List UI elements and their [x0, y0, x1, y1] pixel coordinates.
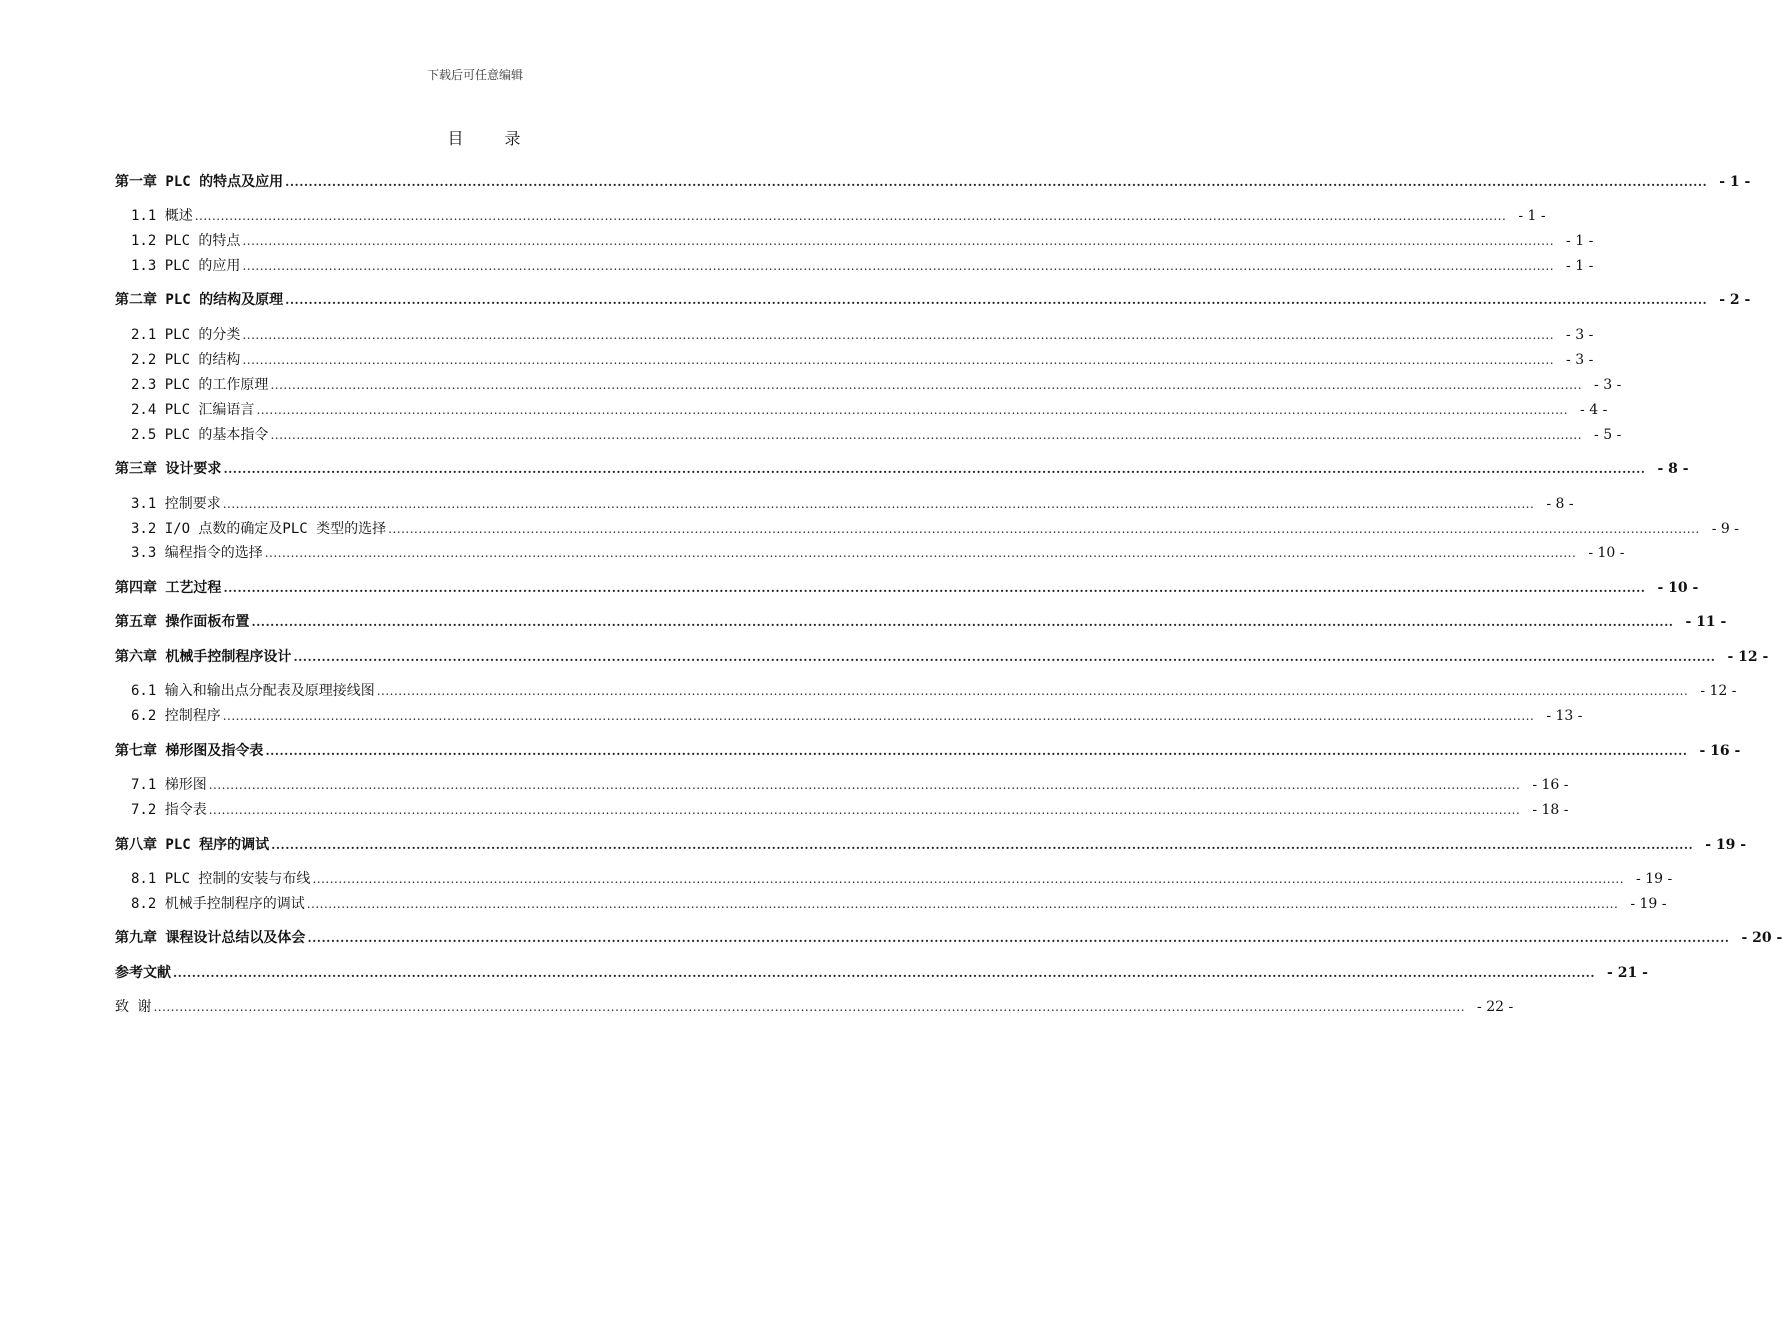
toc-entry-label: 8.2 机械手控制程序的调试 [131, 896, 305, 912]
toc-entry-page: - 19 - [1630, 896, 1667, 912]
toc-entry-page: - 20 - [1741, 930, 1782, 946]
toc-entry-page: - 1 - [1566, 258, 1594, 274]
toc-entry-leader: ................................................................................................................................................................................................................................................................................................................ [242, 259, 1555, 273]
toc-entry-page: - 8 - [1657, 461, 1689, 477]
toc-entry-label: 3.3 编程指令的选择 [131, 545, 263, 561]
toc-entry-leader: ................................................................................................................................................................................................................................................................................................................ [223, 581, 1646, 595]
toc-entry[interactable] [115, 205, 1546, 225]
toc-entry[interactable] [115, 171, 1751, 191]
toc-entry-page: - 2 - [1719, 292, 1751, 308]
toc-entry-page: - 9 - [1711, 521, 1740, 537]
toc-entry-label: 8.1 PLC 控制的安装与布线 [131, 871, 311, 887]
toc-entry-label: 2.3 PLC 的工作原理 [131, 377, 269, 393]
toc-entry-label: 6.1 输入和输出点分配表及原理接线图 [131, 683, 375, 699]
toc-entry-page: - 16 - [1699, 743, 1741, 759]
toc-entry-label: 第三章 设计要求 [115, 461, 222, 477]
toc-entry-page: - 10 - [1588, 545, 1625, 561]
toc-entry-page: - 16 - [1532, 777, 1569, 793]
toc-entry[interactable] [115, 399, 1608, 419]
toc-entry-leader: ................................................................................................................................................................................................................................................................................................................ [222, 497, 1535, 511]
toc-entry-label: 第二章 PLC 的结构及原理 [115, 292, 284, 308]
toc-entry[interactable] [115, 289, 1751, 309]
toc-entry-page: - 3 - [1566, 352, 1594, 368]
toc-entry-label: 1.3 PLC 的应用 [131, 258, 241, 274]
toc-entry-label: 1.2 PLC 的特点 [131, 233, 241, 249]
toc-entry-label: 7.1 梯形图 [131, 777, 207, 793]
toc-entry-label: 1.1 概述 [131, 208, 193, 224]
toc-entry-page: - 19 - [1636, 871, 1673, 887]
toc-entry-leader: ................................................................................................................................................................................................................................................................................................................ [242, 353, 1555, 367]
toc-entry-leader: ................................................................................................................................................................................................................................................................................................................ [222, 709, 1535, 723]
toc-entry-leader: ................................................................................................................................................................................................................................................................................................................ [271, 838, 1694, 852]
toc-entry-leader: ................................................................................................................................................................................................................................................................................................................ [173, 966, 1596, 980]
toc-entry-label: 2.1 PLC 的分类 [131, 327, 241, 343]
toc-entry[interactable] [115, 774, 1569, 794]
toc-entry[interactable] [115, 996, 1514, 1016]
toc-entry[interactable] [115, 680, 1737, 700]
toc-entry-page: - 4 - [1580, 402, 1608, 418]
toc-entry-label: 2.2 PLC 的结构 [131, 352, 241, 368]
toc-entry-page: - 18 - [1532, 802, 1569, 818]
toc-entry[interactable] [115, 458, 1689, 478]
toc-entry-leader: ................................................................................................................................................................................................................................................................................................................ [242, 234, 1555, 248]
toc-entry-label: 参考文献 [115, 965, 171, 981]
toc-entry-page: - 11 - [1685, 614, 1727, 630]
toc-entry[interactable] [115, 834, 1747, 854]
toc-entry-page: - 8 - [1546, 496, 1574, 512]
toc-entry[interactable] [115, 324, 1594, 344]
toc-entry-page: - 22 - [1477, 999, 1514, 1015]
toc-title: 目 录 [447, 129, 539, 148]
toc-entry[interactable] [115, 230, 1594, 250]
toc-entry[interactable] [115, 424, 1622, 444]
toc-entry[interactable] [115, 868, 1673, 888]
toc-entry-leader: ................................................................................................................................................................................................................................................................................................................ [270, 428, 1583, 442]
toc-entry-page: - 19 - [1705, 837, 1747, 853]
toc-entry-label: 第六章 机械手控制程序设计 [115, 649, 292, 665]
toc-entry-leader: ................................................................................................................................................................................................................................................................................................................ [293, 650, 1716, 664]
toc-entry-leader: ................................................................................................................................................................................................................................................................................................................ [264, 546, 1577, 560]
toc-entry-leader: ................................................................................................................................................................................................................................................................................................................ [223, 462, 1646, 476]
toc-entry[interactable] [115, 611, 1727, 631]
toc-entry-leader: ................................................................................................................................................................................................................................................................................................................ [285, 175, 1708, 189]
toc-entry-leader: ................................................................................................................................................................................................................................................................................................................ [251, 615, 1674, 629]
toc-entry-leader: ................................................................................................................................................................................................................................................................................................................ [307, 931, 1730, 945]
toc-entry[interactable] [115, 962, 1648, 982]
toc-entry[interactable] [115, 542, 1625, 562]
toc-entry-leader: ................................................................................................................................................................................................................................................................................................................ [242, 328, 1555, 342]
toc-entry-leader: ................................................................................................................................................................................................................................................................................................................ [376, 684, 1689, 698]
toc-entry-label: 2.4 PLC 汇编语言 [131, 402, 255, 418]
toc-entry-label: 致 谢 [115, 999, 152, 1015]
toc-entry-leader: ................................................................................................................................................................................................................................................................................................................ [194, 209, 1507, 223]
toc-entry[interactable] [115, 493, 1574, 513]
toc-entry-leader: ................................................................................................................................................................................................................................................................................................................ [256, 403, 1569, 417]
toc-entry-leader: ................................................................................................................................................................................................................................................................................................................ [306, 897, 1619, 911]
toc-entry-label: 第一章 PLC 的特点及应用 [115, 174, 284, 190]
toc-entry-page: - 1 - [1518, 208, 1546, 224]
toc-entry-page: - 5 - [1594, 427, 1622, 443]
toc-entry-page: - 3 - [1566, 327, 1594, 343]
toc-entry-label: 第四章 工艺过程 [115, 580, 222, 596]
toc-entry[interactable] [115, 799, 1569, 819]
toc-entry-leader: ................................................................................................................................................................................................................................................................................................................ [388, 522, 1700, 536]
toc-entry[interactable] [115, 705, 1583, 725]
toc-entry[interactable] [115, 255, 1594, 275]
toc-entry-label: 第九章 课程设计总结以及体会 [115, 930, 306, 946]
toc-entry-label: 第八章 PLC 程序的调试 [115, 837, 270, 853]
toc-entry-page: - 10 - [1657, 580, 1699, 596]
toc-entry-leader: ................................................................................................................................................................................................................................................................................................................ [312, 872, 1625, 886]
toc-entry-page: - 12 - [1700, 683, 1737, 699]
toc-entry[interactable] [115, 740, 1741, 760]
toc-entry-label: 6.2 控制程序 [131, 708, 221, 724]
toc-entry-leader: ................................................................................................................................................................................................................................................................................................................ [208, 803, 1521, 817]
toc-entry-label: 2.5 PLC 的基本指令 [131, 427, 269, 443]
toc-entry-page: - 1 - [1719, 174, 1751, 190]
toc-entry-page: - 13 - [1546, 708, 1583, 724]
toc-entry-label: 3.2 I/O 点数的确定及PLC 类型的选择 [131, 521, 387, 537]
toc-entry-page: - 3 - [1594, 377, 1622, 393]
page-header-note: 下载后可任意编辑 [426, 68, 523, 82]
toc-entry-leader: ................................................................................................................................................................................................................................................................................................................ [265, 744, 1688, 758]
toc-entry-label: 第五章 操作面板布置 [115, 614, 250, 630]
toc-entry[interactable] [115, 349, 1594, 369]
toc-entry[interactable] [115, 518, 1740, 538]
toc-entry[interactable] [115, 893, 1667, 913]
toc-entry[interactable] [115, 646, 1769, 666]
toc-entry-page: - 1 - [1566, 233, 1594, 249]
toc-entry-leader: ................................................................................................................................................................................................................................................................................................................ [270, 378, 1583, 392]
toc-entry-leader: ................................................................................................................................................................................................................................................................................................................ [285, 293, 1708, 307]
toc-entry-leader: ................................................................................................................................................................................................................................................................................................................ [208, 778, 1521, 792]
toc-entry-page: - 21 - [1607, 965, 1648, 981]
toc-entry-leader: ................................................................................................................................................................................................................................................................................................................ [153, 1000, 1466, 1014]
toc-entry[interactable] [115, 927, 1782, 947]
toc-entry-label: 第七章 梯形图及指令表 [115, 743, 264, 759]
toc-entry-label: 3.1 控制要求 [131, 496, 221, 512]
toc-entry-page: - 12 - [1727, 649, 1769, 665]
toc-entry[interactable] [115, 374, 1622, 394]
toc-entry-label: 7.2 指令表 [131, 802, 207, 818]
toc-entry[interactable] [115, 577, 1699, 597]
